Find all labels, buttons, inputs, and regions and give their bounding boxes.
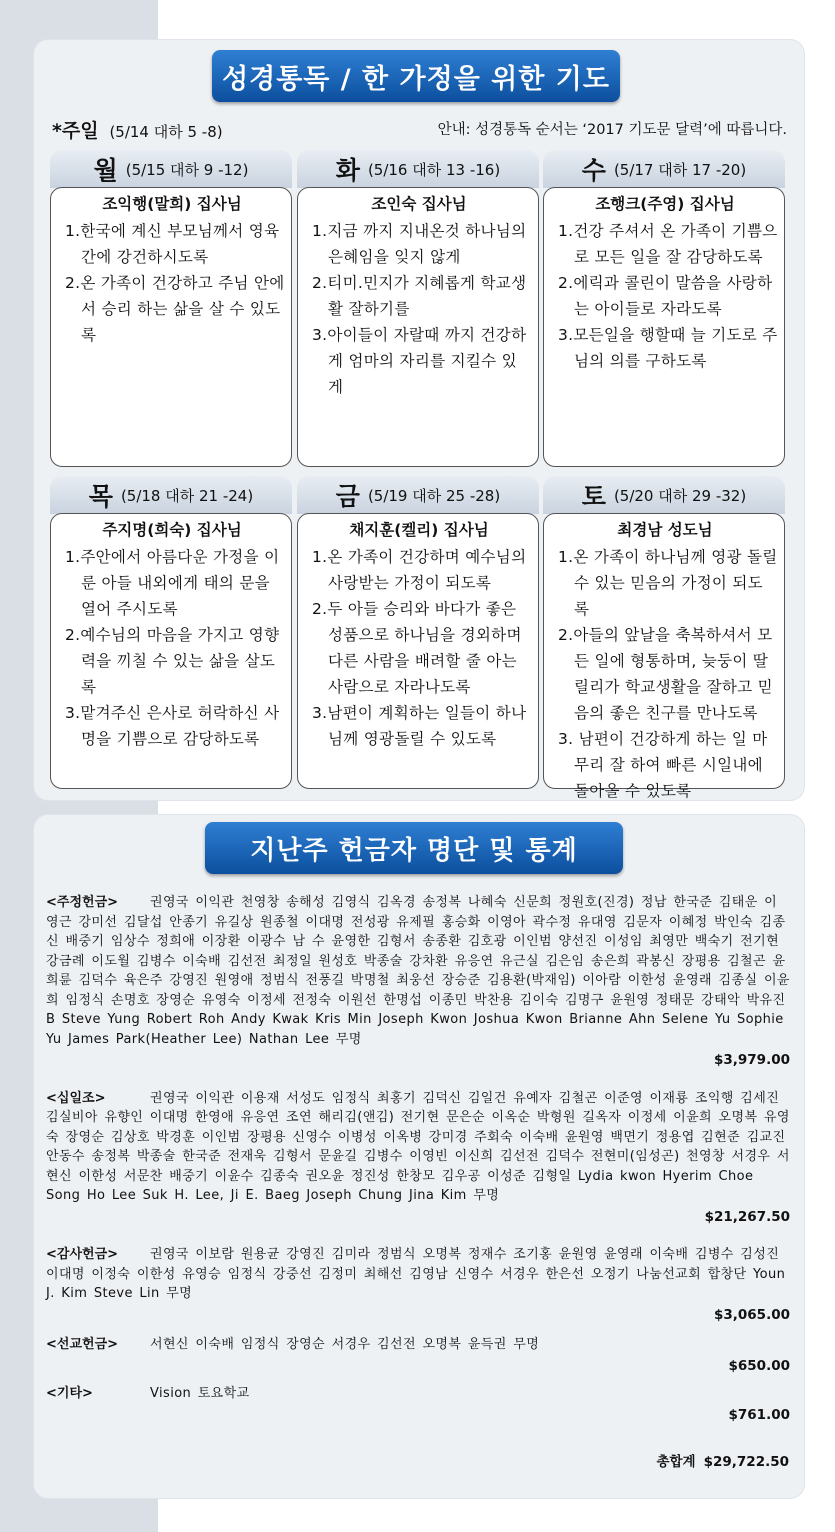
offering-list	[46, 893, 790, 1425]
offering-category-label: <기타>	[46, 1386, 93, 1401]
prayer-family-name: 채지훈(켈리) 집사님	[349, 521, 489, 539]
prayer-item: 2.에릭과 콜린이 말씀을 사랑하는 아이들로 자라도록	[558, 274, 773, 318]
offering-category	[46, 1245, 790, 1325]
prayer-family-name: 최경남 성도님	[617, 521, 713, 539]
day-header	[543, 476, 785, 514]
prayer-family-name: 주지명(희숙) 집사님	[102, 521, 242, 539]
day-header	[50, 476, 292, 514]
grand-total	[648, 1450, 789, 1470]
prayer-item: 3.남편이 계획하는 일들이 하나님께 영광돌릴 수 있도록	[312, 704, 527, 748]
prayer-box	[50, 187, 292, 467]
prayer-section-title: 성경통독 / 한 가정을 위한 기도	[212, 50, 620, 102]
sunday-line	[52, 116, 787, 140]
prayer-box	[50, 513, 292, 789]
offering-category-amount: $650.00	[728, 1357, 790, 1374]
prayer-item: 1.지금 까지 지내온것 하나님의 은혜임을 잊지 않게	[312, 222, 527, 266]
offering-category-amount: $21,267.50	[704, 1208, 790, 1225]
day-header	[543, 150, 785, 188]
day-header	[297, 476, 539, 514]
offering-category-label: <선교헌금>	[46, 1337, 119, 1352]
day-header	[50, 150, 292, 188]
prayer-item: 1.주안에서 아름다운 가정을 이룬 아들 내외에게 태의 문을 열어 주시도록	[65, 548, 280, 618]
day-name: 수	[581, 156, 606, 185]
offering-category-amount: $761.00	[728, 1406, 790, 1423]
offering-donor-names: 권영국 이익관 이용재 서성도 임정식 최홍기 김덕신 김일건 유예자 김철곤 이준영 이재룡 조익행 김세진 김실비아 유향인 이대명 한영애 유응연 조연 해리김(앤김) 전기현 문은순 이옥순 박형원 길옥자 이정세 이윤희 오명복 유영숙 장영순 김상호 박경훈 이인범 장평용 신영수 이병성 이옥병 강미경 주회숙 이숙배 윤원영 백면기 정용엽 김현준 김교진 안동수 송정복 박종술 한국준 전재욱 김형서 문윤길 김병수 이영빈 이신희 김선전 김덕수 전현미(임성곤) 천영창 서경우 서현신 이한성 서문찬 배중기 이윤수 김종숙 권오윤 정진성 한창모 김우공 이성준 김형일 Lydia kwon Hyerim Choe Song Ho Lee Suk H. Lee, Ji E. Baeg Joseph Chung Jina Kim 무명	[46, 1090, 790, 1203]
day-name: 화	[335, 156, 360, 185]
sunday-label: *주일	[52, 120, 99, 142]
day-card	[297, 476, 539, 789]
day-name: 월	[93, 156, 118, 185]
day-reading: (5/19 대하 25 -28)	[367, 486, 501, 505]
prayer-item: 1.온 가족이 건강하며 예수님의 사랑받는 가정이 되도록	[312, 548, 527, 592]
offering-category	[46, 893, 790, 1071]
prayer-item: 2.온 가족이 건강하고 주님 안에서 승리 하는 삶을 살 수 있도록	[65, 274, 285, 344]
day-card	[543, 476, 785, 800]
prayer-box	[543, 187, 785, 467]
prayer-item: 3. 남편이 건강하게 하는 일 마무리 잘 하여 빠른 시일내에 돌아올 수 있도록	[558, 730, 768, 800]
offering-category-amount: $3,979.00	[713, 1052, 790, 1068]
prayer-item: 3.맡겨주신 은사로 허락하신 사명을 기쁨으로 감당하도록	[65, 704, 280, 748]
offering-donor-names: Vision 토요학교	[150, 1386, 250, 1401]
offering-donor-names: 권영국 이익관 천영창 송해성 김영식 김옥경 송정복 나혜숙 신문희 정원호(진경) 정남 한국준 김태운 이영근 강미선 김달섭 안종기 유길상 원종철 이대명 전성광 유제필 홍승화 이영아 곽수정 유대영 김문자 이혜정 박인숙 김종신 배중기 임상수 정희애 이장환 이광수 남 수 윤영한 김형서 송종환 김호광 이인범 양선진 이성임 최영만 백숙기 전기현 강금례 이도월 김병수 이숙배 김선전 최정일 원성호 박종술 강차환 유응연 유근실 김은임 송은희 곽봉신 장평용 김철곤 윤희륜 김덕수 육은주 강영진 원영애 정범식 전풍길 박명철 최웅선 장승준 김용환(박재임) 이아람 이한성 윤영래 김종실 이윤희 임정식 손명호 장영순 유영숙 이정세 전정숙 이원선 한명섭 이종민 박찬용 김이숙 김명구 윤원영 정태문 강태악 박유진B Steve Yung Robert Roh Andy Kwak Kris Min Joseph Kwon Joshua Kwon Brianne Ahn Selene Yu Sophie Yu James Park(Heather Lee) Nathan Lee 무명	[46, 895, 790, 1047]
offering-category-text	[46, 1335, 790, 1355]
prayer-box	[297, 513, 539, 789]
offering-donor-names: 서현신 이숙배 임정식 장영순 서경우 김선전 오명복 윤득권 무명	[150, 1337, 540, 1352]
day-reading: (5/20 대하 29 -32)	[613, 486, 747, 505]
day-card	[50, 150, 292, 467]
offering-section-title: 지난주 헌금자 명단 및 통계	[205, 822, 623, 874]
offering-category-label: <감사헌금>	[46, 1247, 119, 1262]
prayer-item: 1.한국에 계신 부모님께서 영육간에 강건하시도록	[65, 222, 280, 266]
prayer-item: 1.건강 주셔서 온 가족이 기쁨으로 모든 일을 잘 감당하도록	[558, 222, 778, 266]
prayer-box	[543, 513, 785, 800]
offering-category-label: <주정헌금>	[46, 895, 119, 910]
day-header	[297, 150, 539, 188]
offering-category	[46, 1089, 790, 1228]
offering-category-text	[46, 1384, 790, 1404]
grand-total-amount: $29,722.50	[703, 1454, 789, 1470]
prayer-box	[297, 187, 539, 467]
day-name: 토	[581, 482, 606, 511]
day-card	[50, 476, 292, 789]
offering-category-amount: $3,065.00	[713, 1306, 790, 1323]
offering-category-text	[46, 893, 790, 1049]
day-name: 목	[88, 482, 113, 511]
day-reading: (5/18 대하 21 -24)	[120, 486, 254, 505]
prayer-item: 1.온 가족이 하나님께 영광 돌릴 수 있는 믿음의 가정이 되도록	[558, 548, 778, 618]
offering-category-label: <십일조>	[46, 1090, 106, 1106]
day-reading: (5/16 대하 13 -16)	[367, 160, 501, 179]
day-reading: (5/15 대하 9 -12)	[125, 160, 249, 179]
prayer-item: 2.예수님의 마음을 가지고 영향력을 끼칠 수 있는 삶을 살도록	[65, 626, 280, 696]
day-reading: (5/17 대하 17 -20)	[613, 160, 747, 179]
sunday-reading: (5/14 대하 5 -8)	[109, 123, 223, 141]
prayer-family-name: 조익행(말희) 집사님	[102, 195, 242, 213]
offering-category-text	[46, 1089, 790, 1206]
day-card	[543, 150, 785, 467]
prayer-item: 2.아들의 앞날을 축복하셔서 모든 일에 형통하며, 늦둥이 딸 릴리가 학교생활을 잘하고 믿음의 좋은 친구를 만나도록	[558, 626, 773, 722]
day-name: 금	[335, 482, 360, 511]
prayer-item: 2.티미.민지가 지혜롭게 학교생활 잘하기를	[312, 274, 527, 318]
reading-notice: 안내: 성경통독 순서는 ‘2017 기도문 달력’에 따릅니다.	[437, 122, 787, 138]
prayer-family-name: 조행크(주영) 집사님	[595, 195, 735, 213]
offering-category	[46, 1384, 790, 1425]
offering-category	[46, 1335, 790, 1376]
offering-category-text	[46, 1245, 790, 1304]
prayer-item: 3.아이들이 자랄때 까지 건강하게 엄마의 자리를 지킬수 있게	[312, 326, 527, 396]
offering-donor-names: 권영국 이보람 원용균 강영진 김미라 정범식 오명복 정재수 조기홍 윤원영 윤영래 이숙배 김병수 김성진 이대명 이정숙 이한성 유영승 임정식 강중선 김정미 최해선 김영남 신영수 서경우 한은선 오정기 나눔선교회 합창단 Youn J. Kim Steve Lin 무명	[46, 1247, 786, 1301]
prayer-item: 3.모든일을 행할때 늘 기도로 주님의 의를 구하도록	[558, 326, 778, 370]
prayer-family-name: 조인숙 집사님	[371, 195, 467, 213]
prayer-item: 2.두 아들 승리와 바다가 좋은 성품으로 하나님을 경외하며 다른 사람을 배려할 줄 아는 사람으로 자라나도록	[312, 600, 522, 696]
day-card	[297, 150, 539, 467]
grand-total-label: 총합계	[656, 1454, 696, 1470]
